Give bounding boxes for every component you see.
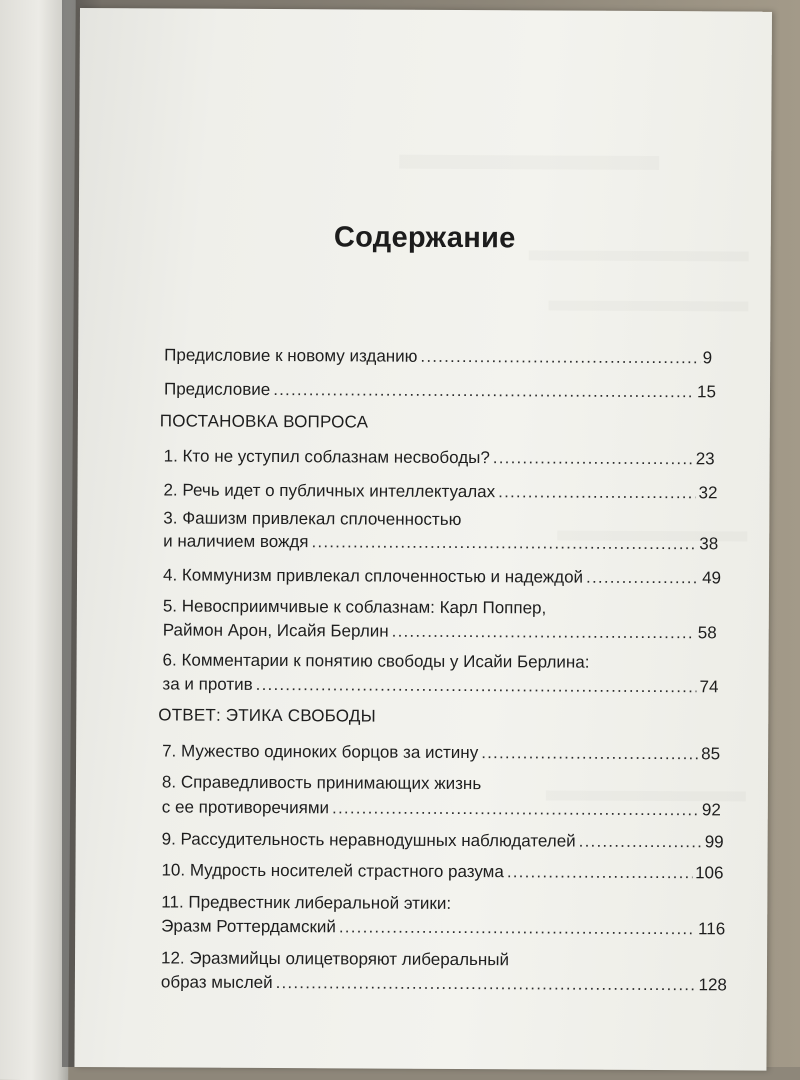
toc-chapter-page: 106: [695, 863, 724, 883]
dot-leader: [481, 743, 698, 764]
toc-chapter-page: 74: [699, 677, 719, 697]
toc-chapter-title-cont: и наличием вождя: [163, 531, 309, 552]
dot-leader: [273, 380, 694, 402]
toc-entry-page: 15: [697, 382, 717, 402]
toc-chapter-page: 38: [699, 534, 719, 554]
toc-chapter: [163, 480, 717, 503]
toc-chapter-title: 4. Коммунизм привлекал сплоченностью и надеждой: [162, 565, 584, 587]
dot-leader: [339, 917, 695, 939]
toc-chapter-title: 1. Кто не уступил соблазнам несвободы?: [163, 446, 490, 468]
toc-chapter-page: 23: [695, 449, 715, 469]
toc-chapter: [161, 916, 725, 939]
toc-chapter-page: 128: [698, 975, 727, 995]
toc-chapter: [163, 531, 718, 554]
toc-chapter-title-cont: за и против: [162, 674, 253, 694]
toc-chapter: [161, 972, 727, 995]
toc-chapter-page: 49: [702, 568, 722, 588]
toc-chapter-page: 116: [698, 919, 726, 939]
section-heading: ОТВЕТ: ЭТИКА СВОБОДЫ: [158, 705, 376, 726]
toc-chapter-title: 7. Мужество одиноких борцов за истину: [162, 741, 479, 763]
book-page: [74, 8, 772, 1071]
toc-entry-title: Предисловие: [163, 379, 271, 400]
dot-leader: [311, 532, 696, 554]
toc-entry: [164, 379, 716, 402]
table-of-contents: [74, 8, 772, 1071]
toc-chapter: [164, 446, 715, 469]
toc-chapter-title: 10. Мудрость носителей страстного разума: [161, 860, 504, 882]
toc-chapter: [162, 829, 724, 852]
toc-chapter-page: 92: [701, 800, 721, 820]
toc-chapter-page: 85: [701, 744, 721, 764]
dot-leader: [392, 622, 695, 644]
toc-chapter-title: 5. Невосприимчивые к соблазнам: Карл Поппер,: [162, 596, 547, 618]
dot-leader: [498, 482, 695, 503]
toc-chapter: [163, 565, 721, 588]
page-title: Содержание: [333, 221, 516, 255]
toc-chapter-title-cont: образ мыслей: [160, 972, 273, 993]
toc-chapter: [162, 741, 720, 764]
toc-chapter-page: 32: [698, 483, 718, 503]
toc-chapter-title: 3. Фашизм привлекал сплоченностью: [163, 508, 462, 530]
toc-chapter-title: 9. Рассудительность неравнодушных наблюдателей: [161, 829, 576, 851]
toc-chapter: [162, 797, 721, 820]
dot-leader: [579, 832, 702, 853]
toc-chapter-title: 12. Эразмийцы олицетворяют либеральный: [160, 948, 510, 970]
dot-leader: [420, 347, 699, 368]
toc-chapter-title-cont: с ее противоречиями: [161, 797, 330, 818]
toc-chapter-title: 6. Комментарии к понятию свободы у Исайи Берлина:: [162, 650, 590, 672]
toc-entry-title: Предисловие к новому изданию: [164, 345, 418, 366]
dot-leader: [256, 675, 697, 697]
toc-chapter-title-cont: Эразм Роттердамский: [161, 916, 336, 937]
section-heading: ПОСТАНОВКА ВОПРОСА: [159, 411, 369, 432]
dot-leader: [332, 798, 699, 820]
toc-chapter-title: 2. Речь идет о публичных интеллектуалах: [163, 480, 496, 502]
toc-entry-page: 9: [702, 348, 713, 368]
toc-chapter-title: 8. Справедливость принимающих жизнь: [161, 772, 482, 794]
toc-chapter: [163, 620, 717, 643]
dot-leader: [586, 568, 699, 589]
toc-chapter-title: 11. Предвестник либеральной этики:: [161, 892, 452, 913]
toc-chapter: [161, 860, 723, 883]
dot-leader: [507, 862, 692, 883]
toc-entry: [164, 345, 712, 368]
toc-chapter: [162, 674, 718, 697]
toc-chapter-title-cont: Раймон Арон, Исайя Берлин: [162, 620, 389, 641]
toc-chapter-page: 99: [704, 832, 724, 852]
dot-leader: [493, 448, 693, 469]
dot-leader: [276, 973, 696, 995]
toc-chapter-page: 58: [697, 623, 717, 643]
